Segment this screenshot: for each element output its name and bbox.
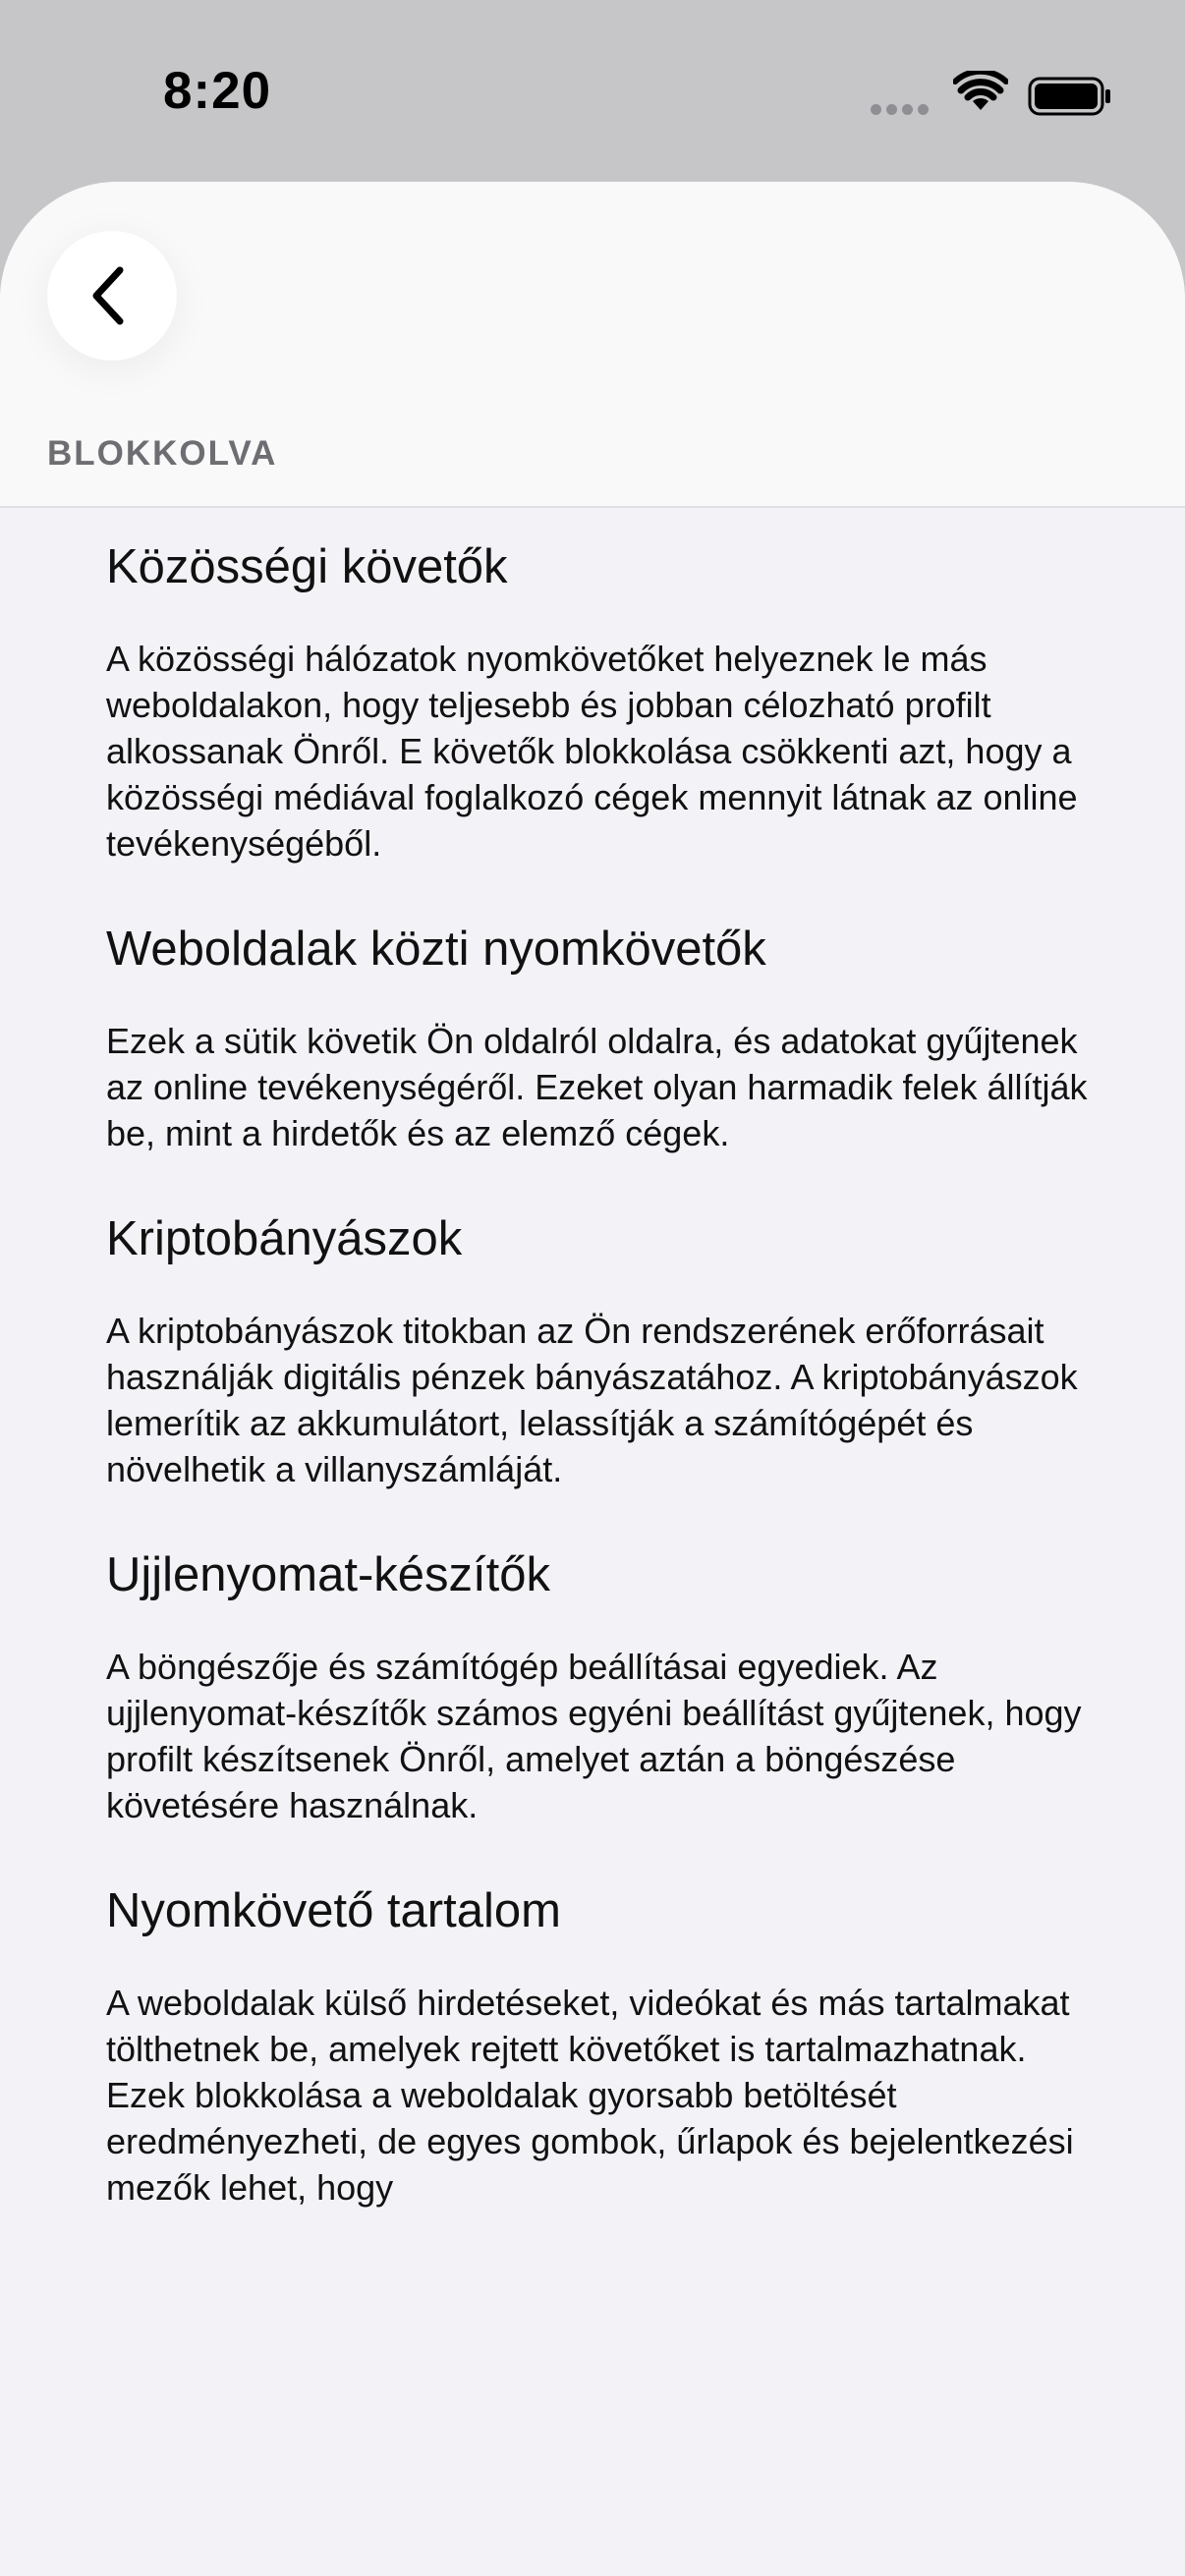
chevron-left-icon [85,264,140,327]
status-time: 8:20 [163,62,272,120]
item-description: A közösségi hálózatok nyomkövetőket helyeznek le más weboldalakon, hogy teljesebb és jobban célozható profilt alkossanak Önről. E követők blokkolása csökkenti azt, hogy a közösségi médiával foglalkozó cégek mennyit látnak az online tevékenységéből. [106,639,1078,864]
tracker-list [106,526,1099,2252]
item-title: Kriptobányászok [106,1212,463,1265]
item-title: Weboldalak közti nyomkövetők [106,923,766,976]
list-item [106,908,1099,1156]
list-item [106,1870,1099,2211]
status-icons [871,71,1126,120]
wifi-icon [953,71,1008,114]
section-label: BLOKKOLVA [47,434,278,473]
blocked-trackers-sheet [0,182,1185,2576]
list-item [106,1198,1099,1492]
item-description: A böngészője és számítógép beállításai egyediek. Az ujjlenyomat-készítők számos egyéni beállítást gyűjtenek, hogy profilt készítsenek Önről, amelyet aztán a böngészése követésére használnak. [106,1647,1082,1825]
list-item [106,526,1099,867]
battery-icon [1028,77,1112,116]
status-bar [0,0,1185,187]
item-title: Ujjlenyomat-készítők [106,1548,551,1601]
sheet-header [0,182,1185,506]
item-description: A weboldalak külső hirdetéseket, videókat és más tartalmakat tölthetnek be, amelyek rejtett követőket is tartalmazhatnak. Ezek blokkolása a weboldalak gyorsabb betöltését eredményezheti, de egyes gombok, űrlapok és bejelentkezési mezők lehet, hogy [106,1983,1074,2208]
cellular-signal-icon [871,104,931,116]
item-description: A kriptobányászok titokban az Ön rendszerének erőforrásait használják digitális pénzek bányászatához. A kriptobányászok lemerítik az akkumulátort, lelassítják a számítógépét és növelhetik a villanyszámláját. [106,1311,1078,1489]
back-button[interactable] [47,231,177,361]
item-description: Ezek a sütik követik Ön oldalról oldalra, és adatokat gyűjtenek az online tevékenységéről. Ezeket olyan harmadik felek állítják be, mint a hirdetők és az elemző cégek. [106,1021,1088,1153]
divider [0,506,1185,508]
item-title: Nyomkövető tartalom [106,1884,561,1937]
list-item [106,1534,1099,1828]
item-title: Közösségi követők [106,540,508,593]
